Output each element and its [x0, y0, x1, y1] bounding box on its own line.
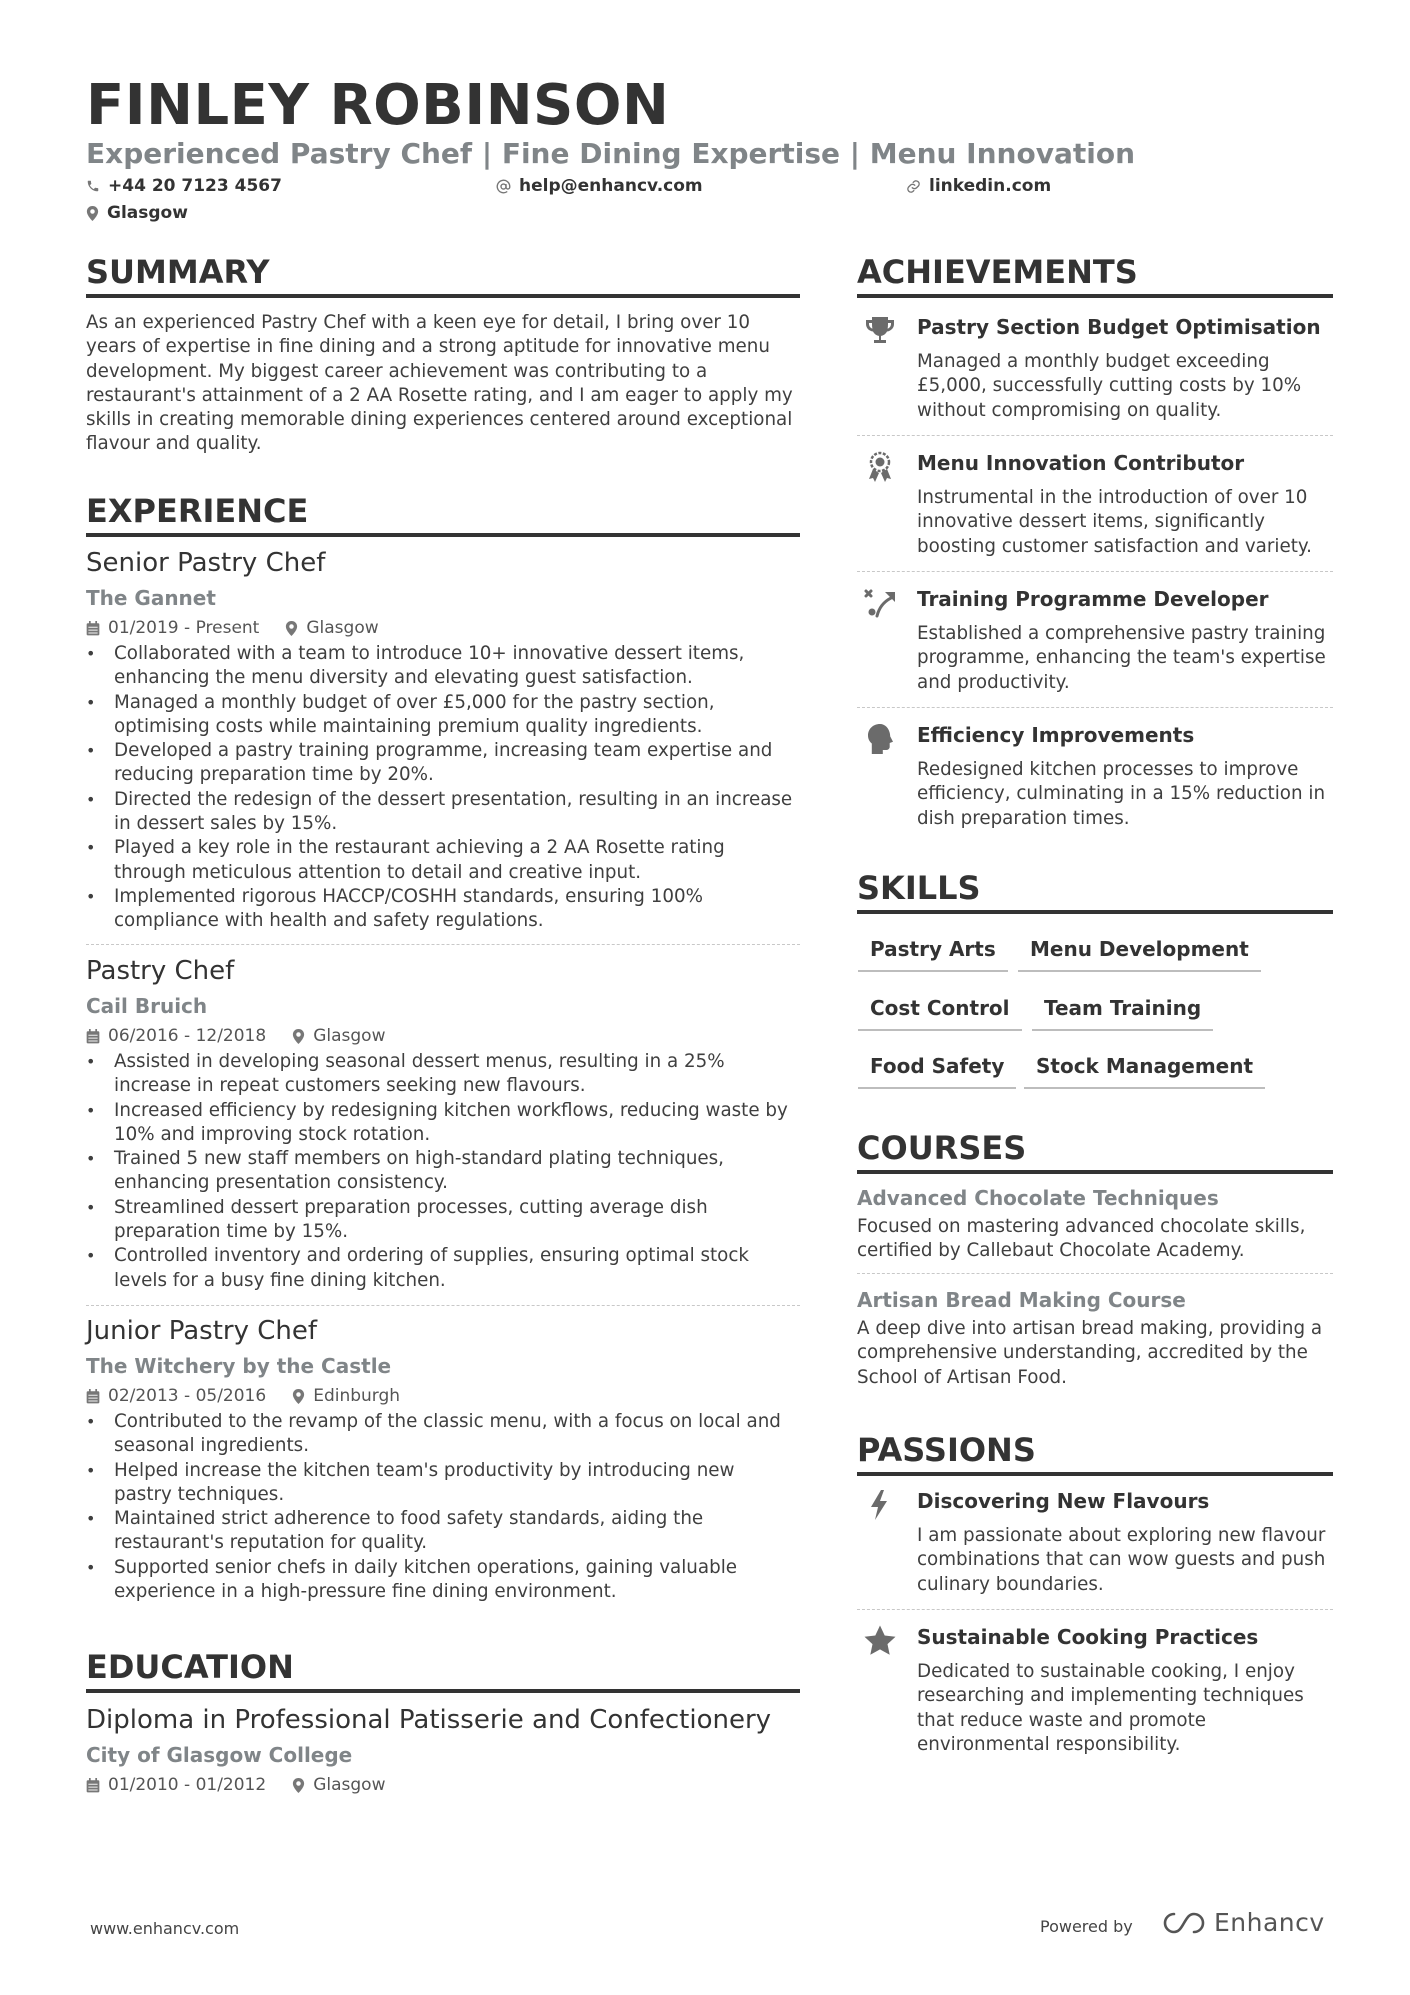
experience-heading: EXPERIENCE	[86, 491, 800, 537]
job-dates-text: 02/2013 - 05/2016	[108, 1386, 267, 1406]
job-bullet: • Implemented rigorous HACCP/COSHH standards, ensuring 100% compliance with health and safety regulations.	[86, 885, 800, 934]
education-location	[292, 1774, 385, 1796]
passion-title: Discovering New Flavours	[917, 1489, 1210, 1513]
summary-line: flavour and quality.	[86, 433, 262, 455]
summary-line: years of expertise in fine dining and a strong aptitude for innovative menu	[86, 336, 770, 358]
job-dates-text: 06/2016 - 12/2018	[108, 1026, 267, 1046]
achievement-description: Managed a monthly budget exceeding £5,000, successfully cutting costs by 10% without compromising on quality.	[917, 351, 1302, 421]
skill-tag: Pastry Arts	[858, 936, 1008, 972]
job-location-text: Edinburgh	[313, 1386, 401, 1406]
course-divider	[857, 1273, 1333, 1274]
passion-divider	[857, 1609, 1333, 1610]
passion-description: Dedicated to sustainable cooking, I enjoy researching and implementing techniques that reduce waste and promote environmental responsibility.	[917, 1661, 1304, 1755]
entry-divider	[86, 1305, 800, 1306]
achievement-title: Menu Innovation Contributor	[917, 451, 1245, 475]
job-company: Cail Bruich	[86, 994, 208, 1018]
skills-heading: SKILLS	[857, 868, 1333, 914]
entry-divider	[86, 944, 800, 945]
job-bullet: • Maintained strict adherence to food safety standards, aiding the restaurant's reputation for quality.	[86, 1507, 800, 1556]
job-bullet: • Contributed to the revamp of the classic menu, with a focus on local and seasonal ingredients.	[86, 1410, 800, 1459]
job-bullets	[86, 642, 800, 934]
job-bullet: • Increased efficiency by redesigning kitchen workflows, reducing waste by 10% and improving stock rotation.	[86, 1099, 800, 1148]
job-bullet: • Assisted in developing seasonal dessert menus, resulting in a 25% increase in repeat customers seeking new flavours.	[86, 1050, 800, 1099]
job-bullets	[86, 1050, 800, 1293]
achievement-item	[857, 586, 1333, 696]
job-bullet: • Helped increase the kitchen team's productivity by introducing new pastry techniques.	[86, 1459, 800, 1508]
enhancv-logo[interactable]	[1160, 1908, 1325, 1937]
job-dates	[86, 1025, 266, 1047]
education-heading: EDUCATION	[86, 1647, 800, 1693]
education-meta	[86, 1774, 800, 1796]
job-bullet: • Directed the redesign of the dessert presentation, resulting in an increase in dessert sales by 15%.	[86, 788, 800, 837]
calendar-icon	[86, 621, 100, 636]
achievement-title: Pastry Section Budget Optimisation	[917, 315, 1321, 339]
passion-description: I am passionate about exploring new flavour combinations that can wow guests and push culinary boundaries.	[917, 1525, 1326, 1595]
experience-entry	[86, 547, 800, 934]
passion-item	[857, 1488, 1333, 1598]
footer-website[interactable]: www.enhancv.com	[90, 1919, 240, 1938]
job-dates	[86, 617, 259, 639]
experience-entry	[86, 955, 800, 1293]
contact-email[interactable]	[496, 175, 703, 197]
job-location	[292, 1025, 385, 1047]
location-pin-icon	[292, 1389, 305, 1404]
skill-tag: Stock Management	[1024, 1053, 1265, 1089]
candidate-name: FINLEY ROBINSON	[86, 73, 670, 138]
summary-line: development. My biggest career achievement was contributing to a	[86, 360, 708, 382]
summary-line: skills in creating memorable dining experiences centered around exceptional	[86, 409, 793, 431]
job-title: Junior Pastry Chef	[86, 1316, 318, 1346]
location-pin-icon	[86, 206, 99, 221]
passion-title: Sustainable Cooking Practices	[917, 1625, 1259, 1649]
achievement-divider	[857, 435, 1333, 436]
job-title: Senior Pastry Chef	[86, 548, 326, 578]
job-location-text: Glasgow	[313, 1026, 386, 1046]
skill-tag: Cost Control	[858, 995, 1022, 1031]
skill-tag: Team Training	[1032, 995, 1213, 1031]
job-location-text: Glasgow	[306, 618, 379, 638]
contact-linkedin[interactable]	[906, 175, 1051, 197]
summary-heading: SUMMARY	[86, 252, 800, 298]
job-bullet: • Collaborated with a team to introduce 10+ innovative dessert items, enhancing the menu diversity and elevating guest satisfaction.	[86, 642, 800, 691]
link-icon	[906, 179, 921, 194]
experience-entry	[86, 1315, 800, 1604]
lightning-icon	[863, 1488, 897, 1522]
summary-line: As an experienced Pastry Chef with a keen eye for detail, I bring over 10	[86, 312, 751, 333]
job-location	[285, 617, 378, 639]
skill-tag: Food Safety	[858, 1053, 1016, 1089]
achievement-title: Training Programme Developer	[917, 587, 1269, 611]
achievement-description: Redesigned kitchen processes to improve efficiency, culminating in a 15% reduction in dish preparation times.	[917, 759, 1326, 829]
enhancv-logo-text: Enhancv	[1214, 1908, 1325, 1937]
contact-email-text[interactable]: help@enhancv.com	[519, 176, 703, 196]
job-title: Pastry Chef	[86, 956, 235, 986]
enhancv-logo-icon	[1160, 1910, 1208, 1936]
calendar-icon	[86, 1389, 100, 1404]
passion-item	[857, 1624, 1333, 1759]
job-meta	[86, 1385, 800, 1407]
education-dates-text: 01/2010 - 01/2012	[108, 1775, 267, 1795]
location-pin-icon	[292, 1029, 305, 1044]
job-bullet: • Streamlined dessert preparation processes, cutting average dish preparation time by 15%.	[86, 1196, 800, 1245]
job-location	[292, 1385, 400, 1407]
head-profile-icon	[863, 722, 897, 756]
summary-line: restaurant's attainment of a 2 AA Rosette rating, and I am eager to apply my	[86, 384, 793, 406]
contact-location-text: Glasgow	[107, 203, 188, 223]
summary-text	[86, 311, 800, 457]
job-bullet: • Developed a pastry training programme, increasing team expertise and reducing preparation time by 20%.	[86, 739, 800, 788]
job-bullets	[86, 1410, 800, 1604]
passions-heading: PASSIONS	[857, 1430, 1333, 1476]
job-bullet: • Managed a monthly budget of over £5,000 for the pastry section, optimising costs while maintaining premium quality ingredients.	[86, 691, 800, 740]
achievement-item	[857, 314, 1333, 424]
job-dates-text: 01/2019 - Present	[108, 618, 260, 638]
course-description: A deep dive into artisan bread making, providing a comprehensive understanding, accredited by the School of Artisan Food.	[857, 1318, 1323, 1388]
education-dates	[86, 1774, 266, 1796]
candidate-headline: Experienced Pastry Chef | Fine Dining Expertise | Menu Innovation	[86, 137, 1136, 170]
achievement-divider	[857, 707, 1333, 708]
job-dates	[86, 1385, 266, 1407]
strategy-arrow-icon	[863, 586, 897, 620]
achievement-item	[857, 722, 1333, 832]
courses-heading: COURSES	[857, 1128, 1333, 1174]
education-entry	[86, 1704, 800, 1796]
calendar-icon	[86, 1778, 100, 1793]
job-bullet: • Played a key role in the restaurant achieving a 2 AA Rosette rating through meticulous attention to detail and creative input.	[86, 836, 800, 885]
job-meta	[86, 1025, 800, 1047]
contact-phone-text: +44 20 7123 4567	[108, 176, 282, 196]
footer-powered-by: Powered by	[1040, 1917, 1133, 1936]
education-degree: Diploma in Professional Patisserie and Confectionery	[86, 1705, 772, 1735]
job-company: The Witchery by the Castle	[86, 1354, 392, 1378]
contact-linkedin-text[interactable]: linkedin.com	[929, 176, 1052, 196]
trophy-icon	[863, 314, 897, 348]
job-bullet: • Trained 5 new staff members on high-standard plating techniques, enhancing presentation consistency.	[86, 1147, 800, 1196]
course-title: Advanced Chocolate Techniques	[857, 1186, 1219, 1210]
job-bullet: • Supported senior chefs in daily kitchen operations, gaining valuable experience in a high-pressure fine dining environment.	[86, 1556, 800, 1605]
achievement-description: Established a comprehensive pastry training programme, enhancing the team's expertise and productivity.	[917, 623, 1326, 693]
education-school: City of Glasgow College	[86, 1743, 353, 1767]
calendar-icon	[86, 1029, 100, 1044]
education-location-text: Glasgow	[313, 1775, 386, 1795]
at-icon	[496, 179, 511, 194]
achievements-heading: ACHIEVEMENTS	[857, 252, 1333, 298]
phone-icon	[86, 179, 100, 193]
skill-tag: Menu Development	[1018, 936, 1261, 972]
contact-location	[86, 202, 188, 224]
achievement-title: Efficiency Improvements	[917, 723, 1195, 747]
course-title: Artisan Bread Making Course	[857, 1288, 1186, 1312]
star-icon	[863, 1624, 897, 1658]
job-meta	[86, 617, 800, 639]
award-ribbon-icon	[863, 450, 897, 484]
course-description: Focused on mastering advanced chocolate skills, certified by Callebaut Chocolate Academy.	[857, 1216, 1306, 1262]
job-company: The Gannet	[86, 586, 216, 610]
contact-phone	[86, 175, 282, 197]
location-pin-icon	[292, 1778, 305, 1793]
achievement-divider	[857, 571, 1333, 572]
job-bullet: • Controlled inventory and ordering of supplies, ensuring optimal stock levels for a busy fine dining kitchen.	[86, 1244, 800, 1293]
achievement-item	[857, 450, 1333, 560]
achievement-description: Instrumental in the introduction of over 10 innovative dessert items, significantly boosting customer satisfaction and variety.	[917, 487, 1312, 557]
location-pin-icon	[285, 621, 298, 636]
